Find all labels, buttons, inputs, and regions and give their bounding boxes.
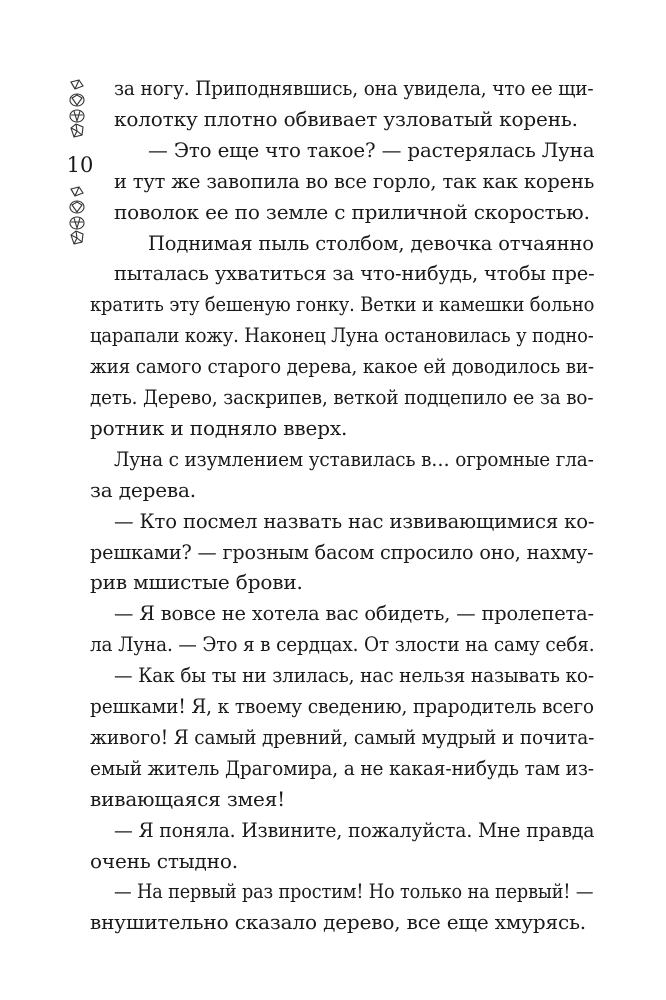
text-line: за дерева. xyxy=(90,477,197,502)
text-line: — Я вовсе не хотела вас обидеть, — пролепета- xyxy=(114,601,594,626)
text-line: за ногу. Приподнявшись, она увидела, что ее щи- xyxy=(114,76,594,100)
text-line: жия самого старого дерева, какое ей доводилось ви- xyxy=(90,354,594,379)
text-line: деть. Дерево, заскрипев, веткой подцепило ее за во- xyxy=(90,385,594,409)
text-line: очень стыдно. xyxy=(90,848,238,873)
text-line: ла Луна. — Это я в сердцах. От злости на саму себя. xyxy=(90,632,595,657)
page-number: 10 xyxy=(66,153,94,177)
text-line: решками! Я, к твоему сведению, прародитель всего xyxy=(90,694,594,718)
text-line: пыталась ухватиться за что-нибудь, чтобы пре- xyxy=(114,261,595,286)
text-line: — Я поняла. Извините, пожалуйста. Мне правда xyxy=(114,817,595,842)
gem-ornament-top-icon xyxy=(64,78,90,140)
text-line: ротник и подняло вверх. xyxy=(90,415,348,440)
text-line: емый житель Драгомира, а не какая-нибудь там из- xyxy=(90,755,594,780)
text-line: Луна с изумлением уставилась в… огромные гла- xyxy=(114,446,594,471)
text-line: живого! Я самый древний, самый мудрый и почита- xyxy=(90,724,595,749)
text-line: рив мшистые брови. xyxy=(90,570,303,595)
text-line: решками? — грозным басом спросило оно, нахму- xyxy=(90,539,594,564)
text-line: внушительно сказало дерево, все еще хмурясь. xyxy=(90,910,587,935)
text-line: царапали кожу. Наконец Луна остановилась у подно- xyxy=(90,323,594,348)
text-line: кратить эту бешеную гонку. Ветки и камешки больно xyxy=(90,292,595,317)
text-line: колотку плотно обвивает узловатый корень. xyxy=(114,106,578,131)
text-line: — На первый раз простим! Но только на первый! — xyxy=(114,879,594,904)
text-line: поволок ее по земле с приличной скоростью. xyxy=(114,199,590,224)
text-line: вивающаяся змея! xyxy=(90,786,286,811)
text-line: — Это еще что такое? — растерялась Луна xyxy=(148,137,595,162)
text-line: Поднимая пыль столбом, девочка отчаянно xyxy=(148,230,594,255)
text-line: — Кто посмел назвать нас извивающимися ко- xyxy=(114,508,595,533)
gem-ornament-bottom-icon xyxy=(64,185,90,247)
text-line: — Как бы ты ни злилась, нас нельзя называть ко- xyxy=(114,663,595,688)
text-line: и тут же завопила во все горло, так как корень xyxy=(114,168,595,193)
